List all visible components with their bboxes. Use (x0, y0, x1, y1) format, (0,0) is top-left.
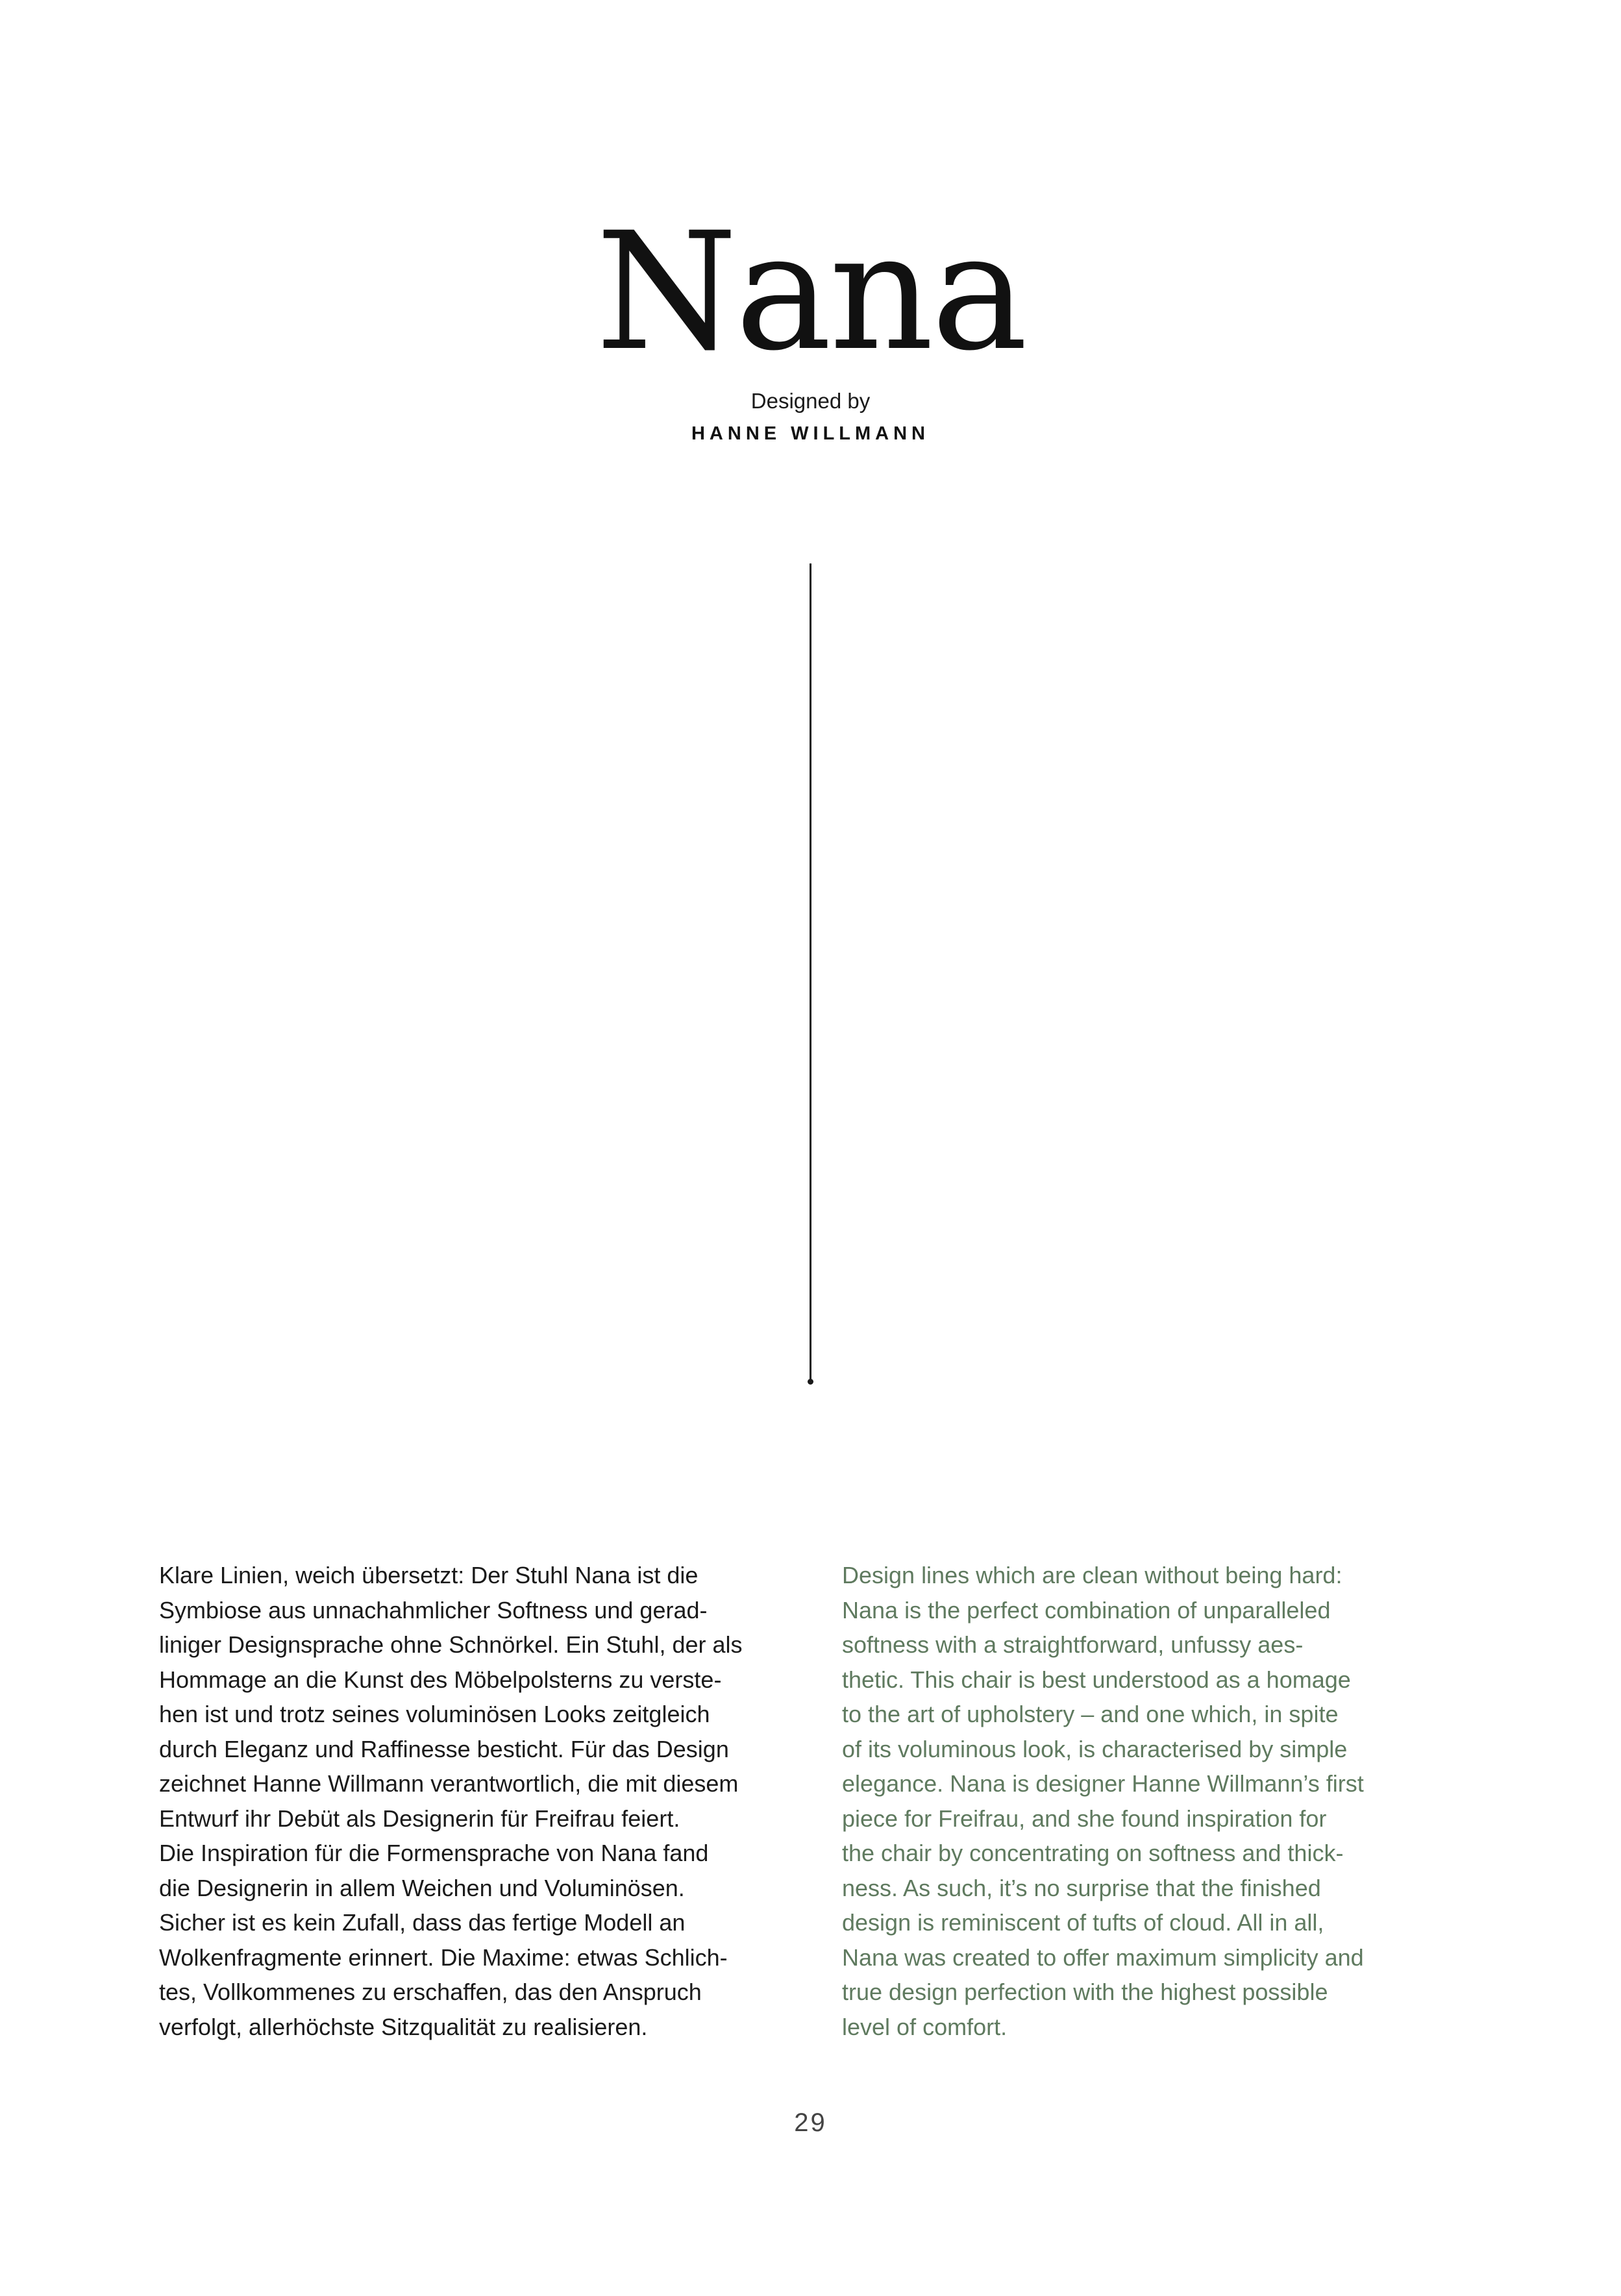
english-text-line: thetic. This chair is best understood as a homage (842, 1666, 1351, 1693)
german-text-line: tes, Vollkommenes zu erschaffen, das den Anspruch (159, 1979, 702, 2005)
german-text-line: Klare Linien, weich übersetzt: Der Stuhl Nana ist die (159, 1562, 699, 1588)
german-text-line: Entwurf ihr Debüt als Designerin für Freifrau feiert. (159, 1805, 680, 1832)
english-text-line: piece for Freifrau, and she found inspiration for (842, 1805, 1327, 1832)
english-text-line: Nana was created to offer maximum simplicity and (842, 1944, 1364, 1971)
english-text-line: the chair by concentrating on softness and thick- (842, 1840, 1344, 1866)
german-text-line: die Designerin in allem Weichen und Voluminösen. (159, 1874, 685, 1901)
designer-name: HANNE WILLMANN (691, 423, 930, 444)
english-text-line: to the art of upholstery – and one which, in spite (842, 1701, 1339, 1727)
german-text-line: zeichnet Hanne Willmann verantwortlich, die mit diesem (159, 1770, 739, 1797)
english-text-line: Nana is the perfect combination of unparalleled (842, 1596, 1331, 1623)
german-text-line: Die Inspiration für die Formensprache von Nana fand (159, 1840, 709, 1866)
english-text-line: ness. As such, it’s no surprise that the finished (842, 1874, 1321, 1901)
english-text-column (842, 1558, 1491, 2044)
german-text-line: Sicher ist es kein Zufall, dass das fertige Modell an (159, 1909, 686, 1936)
english-text-line: true design perfection with the highest possible (842, 1979, 1328, 2005)
german-text-line: liniger Designsprache ohne Schnörkel. Ein Stuhl, der als (159, 1631, 743, 1658)
german-text-line: durch Eleganz und Raffinesse besticht. Für das Design (159, 1735, 729, 1762)
german-text-column (159, 1558, 808, 2044)
german-text-line: verfolgt, allerhöchste Sitzqualität zu realisieren. (159, 2013, 648, 2040)
divider-line-end-dot (808, 1379, 813, 1385)
english-text-line: Design lines which are clean without being hard: (842, 1562, 1343, 1588)
page-number: 29 (794, 2108, 827, 2137)
english-text-line: of its voluminous look, is characterised by simple (842, 1735, 1348, 1762)
english-text-line: level of comfort. (842, 2013, 1008, 2040)
english-text-line: softness with a straightforward, unfussy aes- (842, 1631, 1304, 1658)
german-text-line: Hommage an die Kunst des Möbelpolsterns zu verste- (159, 1666, 722, 1693)
german-text-line: Wolkenfragmente erinnert. Die Maxime: etwas Schlich- (159, 1944, 728, 1971)
english-text-line: elegance. Nana is designer Hanne Willmann’s first (842, 1770, 1364, 1797)
english-text-line: design is reminiscent of tufts of cloud. All in all, (842, 1909, 1324, 1936)
german-text-line: Symbiose aus unnachahmlicher Softness und gerad- (159, 1596, 708, 1623)
designed-by-label: Designed by (750, 389, 871, 413)
page-title: Nana (595, 197, 1026, 386)
german-text-line: hen ist und trotz seines voluminösen Looks zeitgleich (159, 1701, 710, 1727)
vertical-divider-line (810, 563, 811, 1383)
